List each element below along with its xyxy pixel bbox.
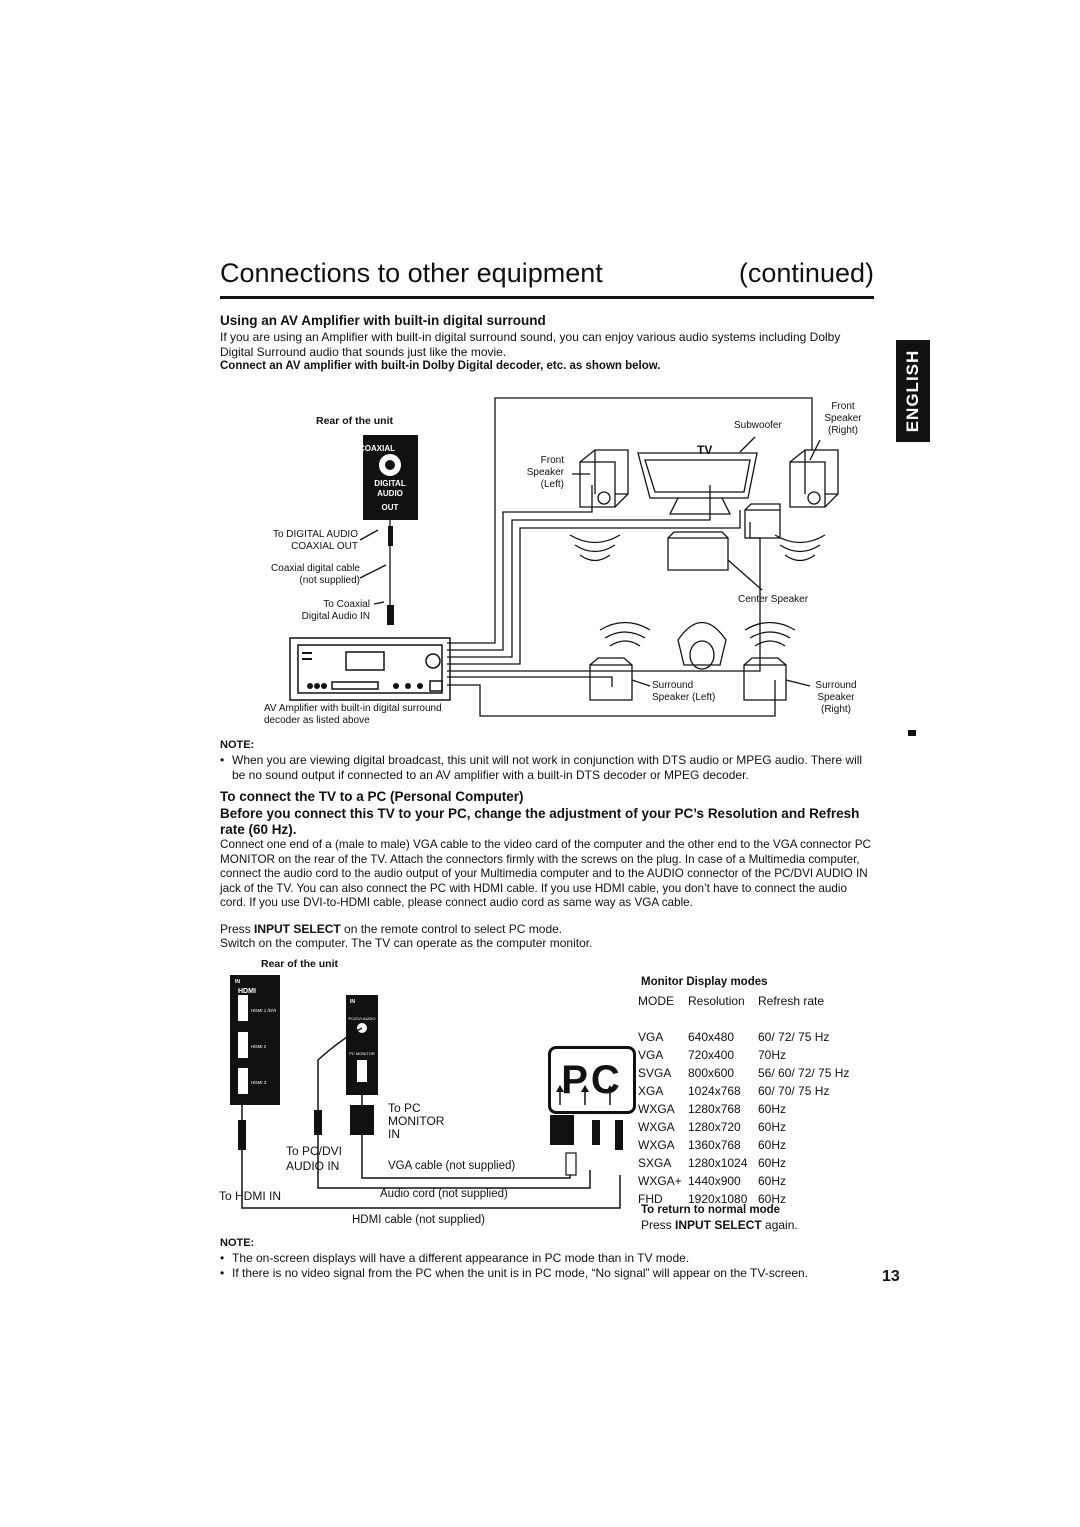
to-hdmi-in-label: To HDMI IN	[219, 1189, 282, 1203]
page-number: 13	[882, 1268, 900, 1285]
front-speaker-right-label: Front Speaker (Right)	[824, 401, 862, 436]
switch-on-line: Switch on the computer. The TV can operate as the computer monitor.	[220, 936, 593, 950]
rear-of-unit-label: Rear of the unit	[316, 415, 394, 427]
column-header: MODE	[638, 994, 674, 1008]
surround-right-label: Surround Speaker (Right)	[815, 680, 857, 715]
note2-bullet-mark: •	[220, 1251, 225, 1265]
language-tab-label: ENGLISH	[903, 349, 922, 433]
title-rule	[220, 296, 874, 299]
note1-label: NOTE:	[220, 739, 255, 751]
svg-text:HDMI 1 /DVI: HDMI 1 /DVI	[251, 1008, 277, 1013]
rear-of-unit-label-2: Rear of the unit	[261, 958, 339, 970]
table-row: VGA 720x400 70Hz	[638, 1048, 787, 1062]
coaxial-cable-label: Coaxial digital cable (not supplied)	[271, 563, 360, 586]
table-row: WXGA+ 1440x900 60Hz	[638, 1174, 787, 1188]
section-marker	[908, 730, 916, 736]
press-input-select-line: Press INPUT SELECT on the remote control to select PC mode.	[220, 922, 563, 936]
table-row: VGA 640x480 60/ 72/ 75 Hz	[638, 1030, 830, 1044]
svg-text:HDMI 3: HDMI 3	[251, 1080, 267, 1085]
section1-bold-line: Connect an AV amplifier with built-in Dolby Digital decoder, etc. as shown below.	[220, 360, 661, 372]
tv-label: TV	[697, 443, 713, 457]
note2-label: NOTE:	[220, 1237, 255, 1249]
return-normal-title: To return to normal mode	[641, 1204, 781, 1216]
section2-subheading: Before you connect this TV to your PC, change the adjustment of your PC’s Resolution and Refresh rate (60 Hz).	[220, 806, 860, 837]
hdmi-cable-label: HDMI cable (not supplied)	[352, 1214, 485, 1226]
amplifier-label: AV Amplifier with built-in digital surround decoder as listed above	[264, 703, 442, 726]
table-row: WXGA 1280x768 60Hz	[638, 1102, 787, 1116]
svg-text:PC/DVI AUDIO: PC/DVI AUDIO	[348, 1016, 376, 1021]
to-pc-monitor-label: To PC MONITOR IN	[388, 1101, 445, 1141]
audio-label: AUDIO	[377, 489, 403, 498]
note1-bullet-mark: •	[220, 753, 225, 767]
to-coaxial-label: To Coaxial Digital Audio IN	[301, 599, 370, 622]
svg-text:HDMI: HDMI	[238, 988, 256, 995]
table-row: WXGA 1280x720 60Hz	[638, 1120, 787, 1134]
table-row: WXGA 1360x768 60Hz	[638, 1138, 787, 1152]
section2-heading: To connect the TV to a PC (Personal Computer)	[220, 789, 524, 804]
to-pcdvi-audio-label: To PC/DVI AUDIO IN	[286, 1144, 343, 1173]
to-digital-audio-label: To DIGITAL AUDIO COAXIAL OUT	[272, 529, 358, 552]
column-header: Refresh rate	[758, 994, 825, 1008]
vga-cable-label: VGA cable (not supplied)	[388, 1160, 516, 1172]
column-header: Resolution	[688, 994, 745, 1008]
table-row: FHD 1920x1080 60Hz	[638, 1192, 787, 1206]
note2-bullet-mark: •	[220, 1266, 225, 1280]
svg-text:IN: IN	[350, 999, 355, 1005]
section1-body: If you are using an Amplifier with built-in digital surround sound, you can enjoy various audio systems including Dolby Digital Surround audio that sounds just like the movie.	[220, 330, 841, 359]
language-tab	[896, 340, 930, 442]
svg-text:IN: IN	[235, 979, 240, 985]
svg-text:PC MONITOR: PC MONITOR	[349, 1051, 375, 1056]
page-title: Connections to other equipment	[220, 258, 603, 288]
monitor-modes-table	[638, 992, 855, 1208]
out-label: OUT	[381, 503, 399, 512]
section2-body: Connect one end of a (male to male) VGA cable to the video card of the computer and the other end to the VGA connector PC MONITOR on the rear of the TV. Attach the connectors firmly with the screws on the plug. In case of a Multimedia computer, connect the audio cord to the audio output of your Multimedia computer and to the AUDIO connector of the PC/DVI AUDIO IN jack of the TV. You can also connect the PC with HDMI cable. If you use HDMI cable, you don’t have to connect the audio cord. If you use DVI-to-HDMI cable, please connect audio cord as same way as VGA cable.	[220, 838, 871, 909]
monitor-modes-title: Monitor Display modes	[641, 976, 768, 988]
subwoofer-label: Subwoofer	[734, 420, 782, 431]
pc-monitor-icon: PC	[548, 1046, 636, 1114]
table-row: SVGA 800x600 56/ 60/ 72/ 75 Hz	[638, 1066, 850, 1080]
svg-text:HDMI 2: HDMI 2	[251, 1044, 267, 1049]
return-normal-text: Press INPUT SELECT again.	[641, 1218, 798, 1232]
audio-cord-label: Audio cord (not supplied)	[380, 1188, 508, 1200]
continued-label: (continued)	[738, 258, 874, 288]
coaxial-label: COAXIAL	[359, 444, 395, 453]
surround-left-label: Surround Speaker (Left)	[652, 680, 716, 703]
section1-heading: Using an AV Amplifier with built-in digital surround	[220, 313, 546, 328]
table-row: SXGA 1280x1024 60Hz	[638, 1156, 787, 1170]
table-row: XGA 1024x768 60/ 70/ 75 Hz	[638, 1084, 830, 1098]
note1-text: When you are viewing digital broadcast, this unit will not work in conjunction with DTS audio or MPEG audio. There will be no sound output if connected to an AV amplifier with a built-in DTS decoder or MPEG decoder.	[232, 753, 863, 782]
note2-bullet-1: The on-screen displays will have a different appearance in PC mode than in TV mode.	[232, 1251, 690, 1265]
center-speaker-label: Center Speaker	[738, 594, 809, 605]
note2-bullet-2: If there is no video signal from the PC when the unit is in PC mode, “No signal” will appear on the TV-screen.	[232, 1266, 809, 1280]
table-header-row	[638, 992, 855, 1010]
front-speaker-left-label: Front Speaker (Left)	[526, 455, 564, 490]
digital-label: DIGITAL	[374, 479, 406, 488]
